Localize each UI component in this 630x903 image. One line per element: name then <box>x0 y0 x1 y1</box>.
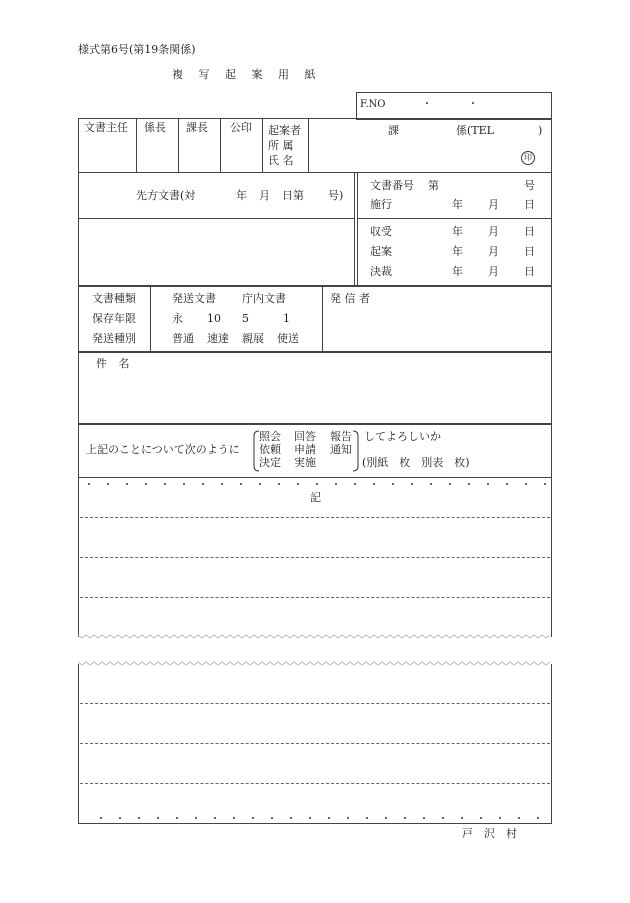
date-year: 年 <box>452 198 463 211</box>
subject-label: 件 名 <box>96 357 134 370</box>
date-month: 月 <box>488 225 499 238</box>
dot <box>88 483 90 485</box>
delivery-option[interactable]: 親展 <box>242 332 264 345</box>
option-decide[interactable]: 決定 <box>259 456 281 469</box>
section-tel-label: 係(TEL <box>456 124 494 137</box>
date-year: 年 <box>452 245 463 258</box>
retention-option[interactable]: 1 <box>283 312 290 325</box>
date-row-label: 施行 <box>370 198 392 211</box>
dot <box>119 817 121 819</box>
approver-doc-chief: 文書主任 <box>84 121 128 134</box>
date-month: 月 <box>488 198 499 211</box>
tel-paren-close: ) <box>538 124 543 137</box>
writing-line <box>80 517 550 518</box>
date-row-label: 起案 <box>370 245 392 258</box>
ki-heading: 記 <box>310 491 321 504</box>
date-row-label: 収受 <box>370 225 392 238</box>
delivery-label: 発送種別 <box>92 332 136 345</box>
seal-mark: 印 <box>521 151 535 165</box>
approver-section-chief: 係長 <box>144 121 166 134</box>
dot <box>240 483 242 485</box>
dot <box>506 483 508 485</box>
retention-label: 保存年限 <box>92 312 136 325</box>
fno-label: F.NO <box>360 99 386 110</box>
body-right-border <box>551 664 552 824</box>
dot <box>518 817 520 819</box>
delivery-option[interactable]: 普通 <box>172 332 194 345</box>
date-day: 日 <box>524 245 535 258</box>
divider <box>354 172 355 286</box>
date-year: 年 <box>452 265 463 278</box>
dot <box>480 817 482 819</box>
dot <box>145 483 147 485</box>
dot <box>335 483 337 485</box>
form-number: 様式第6号(第19条関係) <box>78 43 196 56</box>
dept-label: 課 <box>388 124 399 137</box>
right-bracket <box>352 430 360 472</box>
dot <box>278 483 280 485</box>
doc-number-suffix: 号 <box>524 179 535 192</box>
sender-label: 発 信 者 <box>330 292 370 305</box>
dot <box>309 817 311 819</box>
request-lead: 上記のことについて次のように <box>86 443 240 456</box>
date-month: 月 <box>488 265 499 278</box>
dot <box>461 817 463 819</box>
body-left-border <box>78 664 79 824</box>
page-title: 複 写 起 案 用 紙 <box>172 68 322 81</box>
dot <box>297 483 299 485</box>
divider <box>308 118 309 172</box>
doc-type-label: 文書種類 <box>92 292 136 305</box>
dot <box>544 483 546 485</box>
option-answer[interactable]: 回答 <box>294 430 316 443</box>
dot <box>404 817 406 819</box>
dot <box>126 483 128 485</box>
previous-doc-number: 号) <box>328 189 344 202</box>
approver-official-seal: 公印 <box>230 121 252 134</box>
village-name: 戸 沢 村 <box>462 827 517 840</box>
delivery-option[interactable]: 速達 <box>207 332 229 345</box>
retention-option[interactable]: 10 <box>207 312 221 325</box>
doc-type-option[interactable]: 発送文書 <box>172 292 216 305</box>
approver-division-chief: 課長 <box>186 121 208 134</box>
divider <box>78 218 354 219</box>
date-day: 日 <box>524 225 535 238</box>
dot <box>347 817 349 819</box>
dot <box>499 817 501 819</box>
date-row-label: 決裁 <box>370 265 392 278</box>
retention-option[interactable]: 5 <box>242 312 249 325</box>
writing-line <box>80 597 550 598</box>
body-bottom-border <box>78 823 552 824</box>
dot <box>328 817 330 819</box>
attachments-note: (別紙 枚 別表 枚) <box>362 456 470 469</box>
previous-doc-month: 月 <box>259 189 270 202</box>
torn-edge-top <box>78 632 552 642</box>
option-execute[interactable]: 実施 <box>294 456 316 469</box>
doc-number-label: 文書番号 <box>370 179 414 192</box>
drafter-name-label: 氏 名 <box>268 154 294 167</box>
dot <box>252 817 254 819</box>
divider <box>136 118 137 172</box>
dot <box>100 817 102 819</box>
dot <box>423 817 425 819</box>
divider <box>262 118 263 172</box>
previous-doc-label: 先方文書(対 <box>136 189 196 202</box>
subject-frame <box>78 352 552 424</box>
dot <box>164 483 166 485</box>
dot <box>183 483 185 485</box>
upper-form-frame <box>78 118 552 286</box>
dot <box>525 483 527 485</box>
divider <box>150 286 151 352</box>
divider <box>220 118 221 172</box>
previous-doc-day-no: 日第 <box>282 189 304 202</box>
option-inquiry[interactable]: 照会 <box>259 430 281 443</box>
previous-doc-year: 年 <box>236 189 247 202</box>
fno-dot-1: ・ <box>422 99 432 110</box>
dot <box>487 483 489 485</box>
date-day: 日 <box>524 198 535 211</box>
drafter-affiliation-label: 所 属 <box>268 139 294 152</box>
dot <box>233 817 235 819</box>
dot <box>411 483 413 485</box>
option-apply[interactable]: 申請 <box>294 443 316 456</box>
dot <box>316 483 318 485</box>
dot <box>392 483 394 485</box>
divider <box>357 218 552 219</box>
drafter-label: 起案者 <box>268 124 301 137</box>
body-left-border <box>78 478 79 637</box>
dot <box>157 817 159 819</box>
dot <box>354 483 356 485</box>
dot <box>138 817 140 819</box>
request-tail: してよろしいか <box>364 430 441 443</box>
date-year: 年 <box>452 225 463 238</box>
dot <box>373 483 375 485</box>
dot <box>202 483 204 485</box>
option-notify[interactable]: 通知 <box>330 443 352 456</box>
torn-edge-bottom <box>78 659 552 669</box>
dot <box>430 483 432 485</box>
body-right-border <box>551 478 552 637</box>
dot <box>290 817 292 819</box>
date-month: 月 <box>488 245 499 258</box>
divider <box>178 118 179 172</box>
dot <box>214 817 216 819</box>
writing-line <box>80 743 550 744</box>
writing-line <box>80 557 550 558</box>
doc-number-prefix: 第 <box>428 179 439 192</box>
divider <box>78 172 552 173</box>
option-report[interactable]: 報告 <box>330 430 352 443</box>
dot <box>537 817 539 819</box>
dot <box>449 483 451 485</box>
dot <box>442 817 444 819</box>
dot <box>271 817 273 819</box>
delivery-option[interactable]: 使送 <box>277 332 299 345</box>
dot <box>221 483 223 485</box>
writing-line <box>80 783 550 784</box>
dot <box>468 483 470 485</box>
fno-dot-2: ・ <box>468 99 478 110</box>
dot <box>195 817 197 819</box>
dot <box>259 483 261 485</box>
dot <box>176 817 178 819</box>
dot <box>107 483 109 485</box>
divider <box>322 286 323 352</box>
dot <box>385 817 387 819</box>
divider <box>357 172 358 286</box>
doc-type-option[interactable]: 庁内文書 <box>242 292 286 305</box>
retention-option[interactable]: 永 <box>172 312 183 325</box>
option-request[interactable]: 依頼 <box>259 443 281 456</box>
dot <box>366 817 368 819</box>
writing-line <box>80 703 550 704</box>
date-day: 日 <box>524 265 535 278</box>
